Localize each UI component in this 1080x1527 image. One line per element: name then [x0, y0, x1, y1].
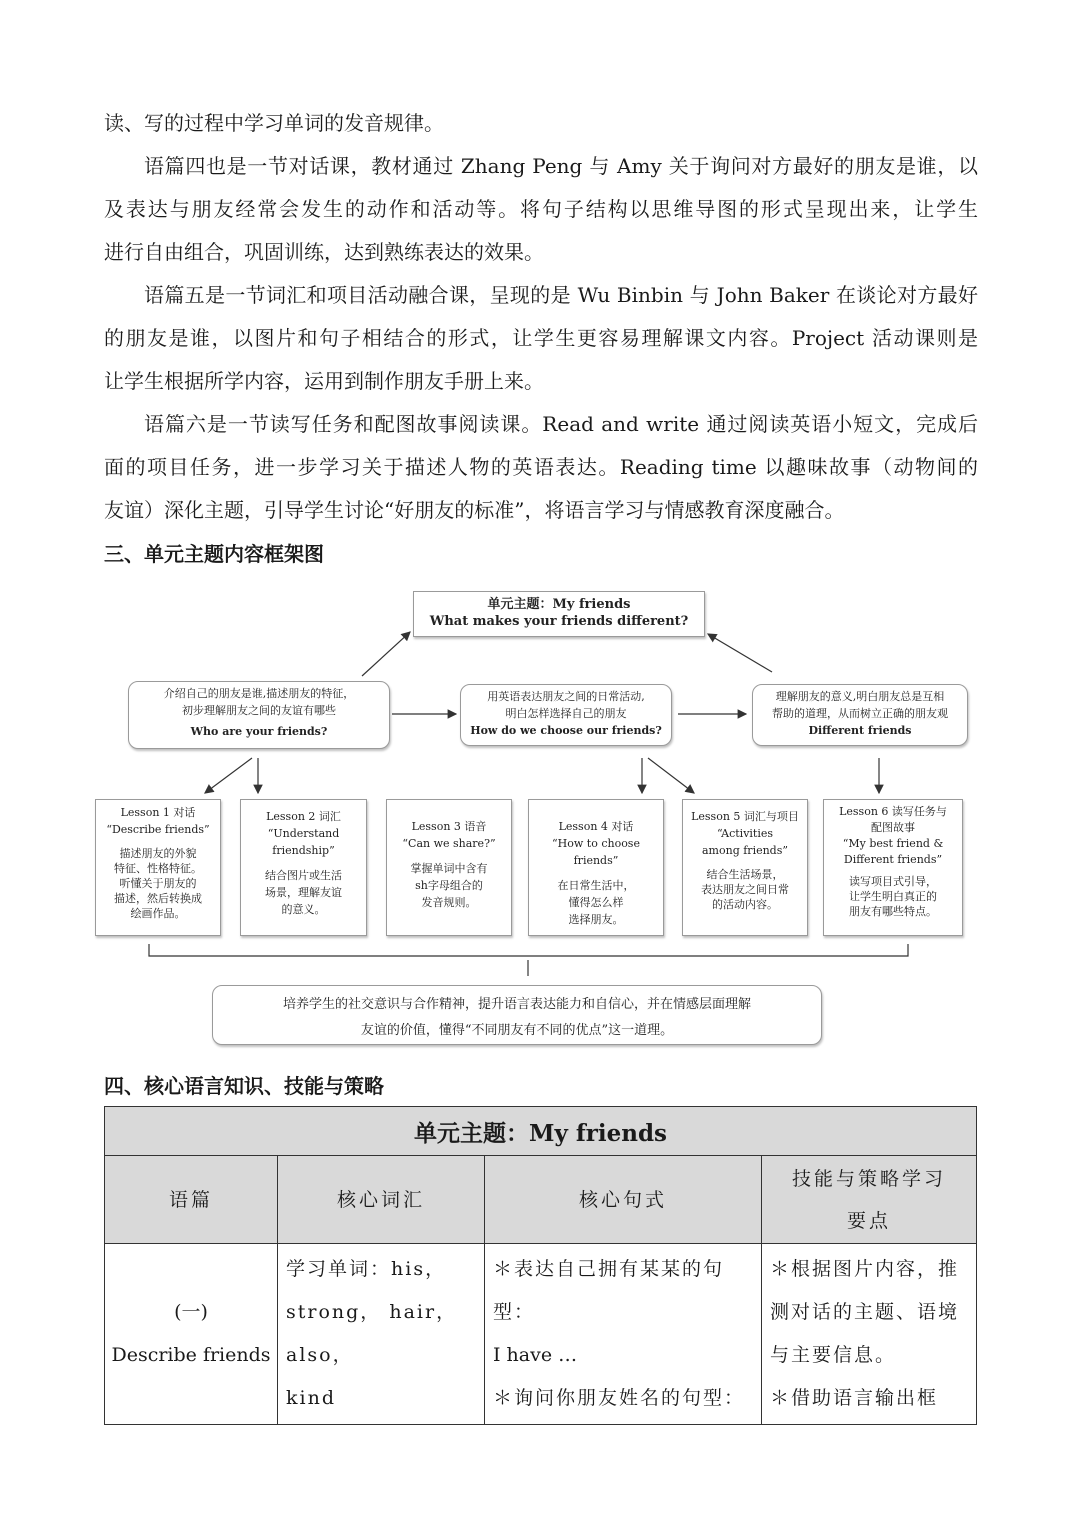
lesson-box-2 — [240, 799, 367, 936]
lesson-desc: 结合图片或生活 — [265, 869, 342, 882]
lesson-title: Lesson 1 对话 — [120, 806, 196, 819]
goal-box-how — [460, 684, 672, 746]
lesson-title: Lesson 3 语音 — [411, 820, 487, 833]
header-vocabulary: 核心词汇 — [278, 1156, 485, 1244]
lesson-desc: 场景，理解友谊 — [265, 886, 342, 899]
paragraph-passage-six — [104, 403, 978, 532]
vocab-line: kind — [286, 1387, 336, 1409]
paragraph-passage-four — [104, 145, 978, 274]
summary-box — [212, 985, 822, 1045]
text-line: 语篇六是一节读写任务和配图故事阅读课。Read and write 通过阅读英语小短文，完成后 — [144, 412, 978, 436]
lesson-desc: 选择朋友。 — [568, 913, 624, 926]
text-line: 读、写的过程中学习单词的发音规律。 — [104, 111, 444, 135]
lesson-desc: 绘画作品。 — [130, 907, 186, 920]
header-skills: 技能与策略学习要点 — [762, 1156, 977, 1244]
table-row — [105, 1244, 977, 1425]
text-line: 让学生根据所学内容，运用到制作朋友手册上来。 — [104, 369, 544, 393]
lesson-desc: 描述朋友的外貌 — [119, 847, 197, 860]
cell-vocabulary — [278, 1244, 485, 1425]
vocab-line: 学习单词：his， — [286, 1258, 447, 1280]
text-line: 的朋友是谁，以图片和句子相结合的形式，让学生更容易理解课文内容。Project 活动课则是 — [104, 326, 978, 350]
sentence-line: 型： — [493, 1301, 536, 1323]
lesson-subtitle: “Can we share?” — [402, 837, 496, 850]
lesson-box-5 — [682, 799, 808, 936]
goal-line: 理解朋友的意义,明白朋友总是互相 — [775, 690, 945, 703]
skill-line: 测对话的主题、语境 — [770, 1301, 960, 1323]
passage-name: Describe friends — [111, 1344, 271, 1366]
theme-title: 单元主题：My friends — [487, 597, 631, 612]
lesson-desc: 听懂关于朋友的 — [119, 877, 197, 890]
goal-line: 初步理解朋友之间的友谊有哪些 — [182, 704, 336, 717]
lesson-desc: 的活动内容。 — [712, 898, 778, 911]
arrow-to-lesson5 — [648, 758, 694, 793]
arrow-right-to-top — [708, 634, 772, 672]
lesson-box-6 — [823, 799, 963, 936]
goal-line: 介绍自己的朋友是谁,描述朋友的特征， — [163, 687, 355, 700]
lesson-subtitle: “How to choose friends” — [552, 837, 640, 867]
paragraph-passage-five — [104, 274, 978, 403]
lesson-title: Lesson 4 对话 — [558, 820, 634, 833]
lesson-subtitle: “Understand friendship” — [267, 827, 340, 857]
text-line: 面的项目任务，进一步学习关于描述人物的英语表达。Reading time 以趣味故事（动物间的 — [104, 455, 978, 479]
lesson-subtitle: “My best friend & Different friends” — [842, 837, 944, 866]
lesson-desc: 让学生明白真正的 — [849, 890, 937, 903]
lesson-desc: 懂得怎么样 — [568, 896, 624, 909]
text-line: 进行自由组合，巩固训练，达到熟练表达的效果。 — [104, 240, 544, 264]
lesson-desc: 朋友有哪些特点。 — [849, 905, 937, 918]
cell-sentences — [485, 1244, 762, 1425]
goal-question: Who are your friends? — [190, 725, 328, 738]
goal-question: How do we choose our friends? — [470, 724, 662, 737]
lesson-box-4 — [528, 799, 664, 936]
lesson-desc: sh字母组合的 — [415, 879, 483, 892]
passage-number: (一) — [174, 1301, 208, 1323]
lesson-desc: 掌握单词中含有 — [410, 862, 488, 875]
goal-box-different — [752, 684, 968, 746]
theme-box — [413, 591, 705, 637]
lesson-title: Lesson 5 词汇与项目 — [691, 810, 799, 823]
lesson-desc: 的意义。 — [281, 903, 326, 916]
vocab-line: strong， hair， also， — [286, 1301, 458, 1366]
lesson-desc: 表达朋友之间日常 — [701, 883, 789, 896]
lesson-desc: 发音规则。 — [421, 896, 477, 909]
header-sentences: 核心句式 — [485, 1156, 762, 1244]
lesson-subtitle: “Activities among friends” — [702, 827, 788, 857]
sentence-line: I have … — [493, 1344, 578, 1366]
summary-line: 培养学生的社交意识与合作精神，提升语言表达能力和自信心，并在情感层面理解 — [282, 997, 751, 1012]
sentence-line: ＊表达自己拥有某某的句 — [493, 1258, 725, 1280]
text-line: 语篇五是一节词汇和项目活动融合课，呈现的是 Wu Binbin 与 John Baker 在谈论对方最好 — [144, 283, 978, 307]
header-passage: 语篇 — [105, 1156, 278, 1244]
bracket-lessons — [149, 944, 908, 956]
skill-line: ＊根据图片内容，推 — [770, 1258, 960, 1280]
lesson-subtitle: “Describe friends” — [106, 823, 210, 836]
lesson-desc: 特征、性格特征。 — [114, 862, 202, 875]
core-language-table — [104, 1106, 977, 1425]
sentence-line: ＊询问你朋友姓名的句型： — [493, 1387, 746, 1409]
arrow-left-to-top — [362, 632, 410, 676]
goal-line: 帮助的道理，从而树立正确的朋友观 — [772, 707, 948, 720]
skill-line: ＊借助语言输出框 — [770, 1387, 939, 1409]
table-title: 单元主题：My friends — [105, 1107, 977, 1156]
text-line: 及表达与朋友经常会发生的动作和活动等。将句子结构以思维导图的形式呈现出来，让学生 — [104, 197, 978, 221]
lesson-title: Lesson 6 读写任务与配图故事 — [839, 805, 947, 834]
goal-line: 明白怎样选择自己的朋友 — [505, 707, 627, 720]
skill-line: 与主要信息。 — [770, 1344, 897, 1366]
paragraph-continuation — [104, 102, 978, 145]
lesson-box-1 — [95, 799, 221, 936]
lesson-box-3 — [386, 799, 512, 936]
text-line: 友谊）深化主题，引导学生讨论“好朋友的标准”，将语言学习与情感教育深度融合。 — [104, 498, 845, 522]
section-heading-core-language: 四、核心语言知识、技能与策略 — [104, 1074, 384, 1098]
summary-line: 友谊的价值，懂得“不同朋友有不同的优点”这一道理。 — [360, 1023, 674, 1038]
goal-question: Different friends — [808, 724, 912, 737]
cell-skills — [762, 1244, 977, 1425]
lesson-desc: 读写项目式引导， — [849, 875, 937, 888]
section-heading-framework: 三、单元主题内容框架图 — [104, 542, 324, 566]
lesson-desc: 描述，然后转换成 — [114, 892, 202, 905]
goal-box-who — [128, 681, 390, 749]
lesson-desc: 结合生活场景， — [706, 868, 784, 881]
lesson-desc: 在日常生活中， — [557, 879, 635, 892]
text-line: 语篇四也是一节对话课，教材通过 Zhang Peng 与 Amy 关于询问对方最好的朋友是谁，以 — [144, 154, 978, 178]
goal-line: 用英语表达朋友之间的日常活动, — [487, 690, 645, 703]
lesson-title: Lesson 2 词汇 — [266, 810, 341, 823]
cell-passage — [105, 1244, 278, 1425]
arrow-to-lesson1 — [205, 758, 252, 793]
theme-question: What makes your friends different? — [429, 614, 689, 629]
